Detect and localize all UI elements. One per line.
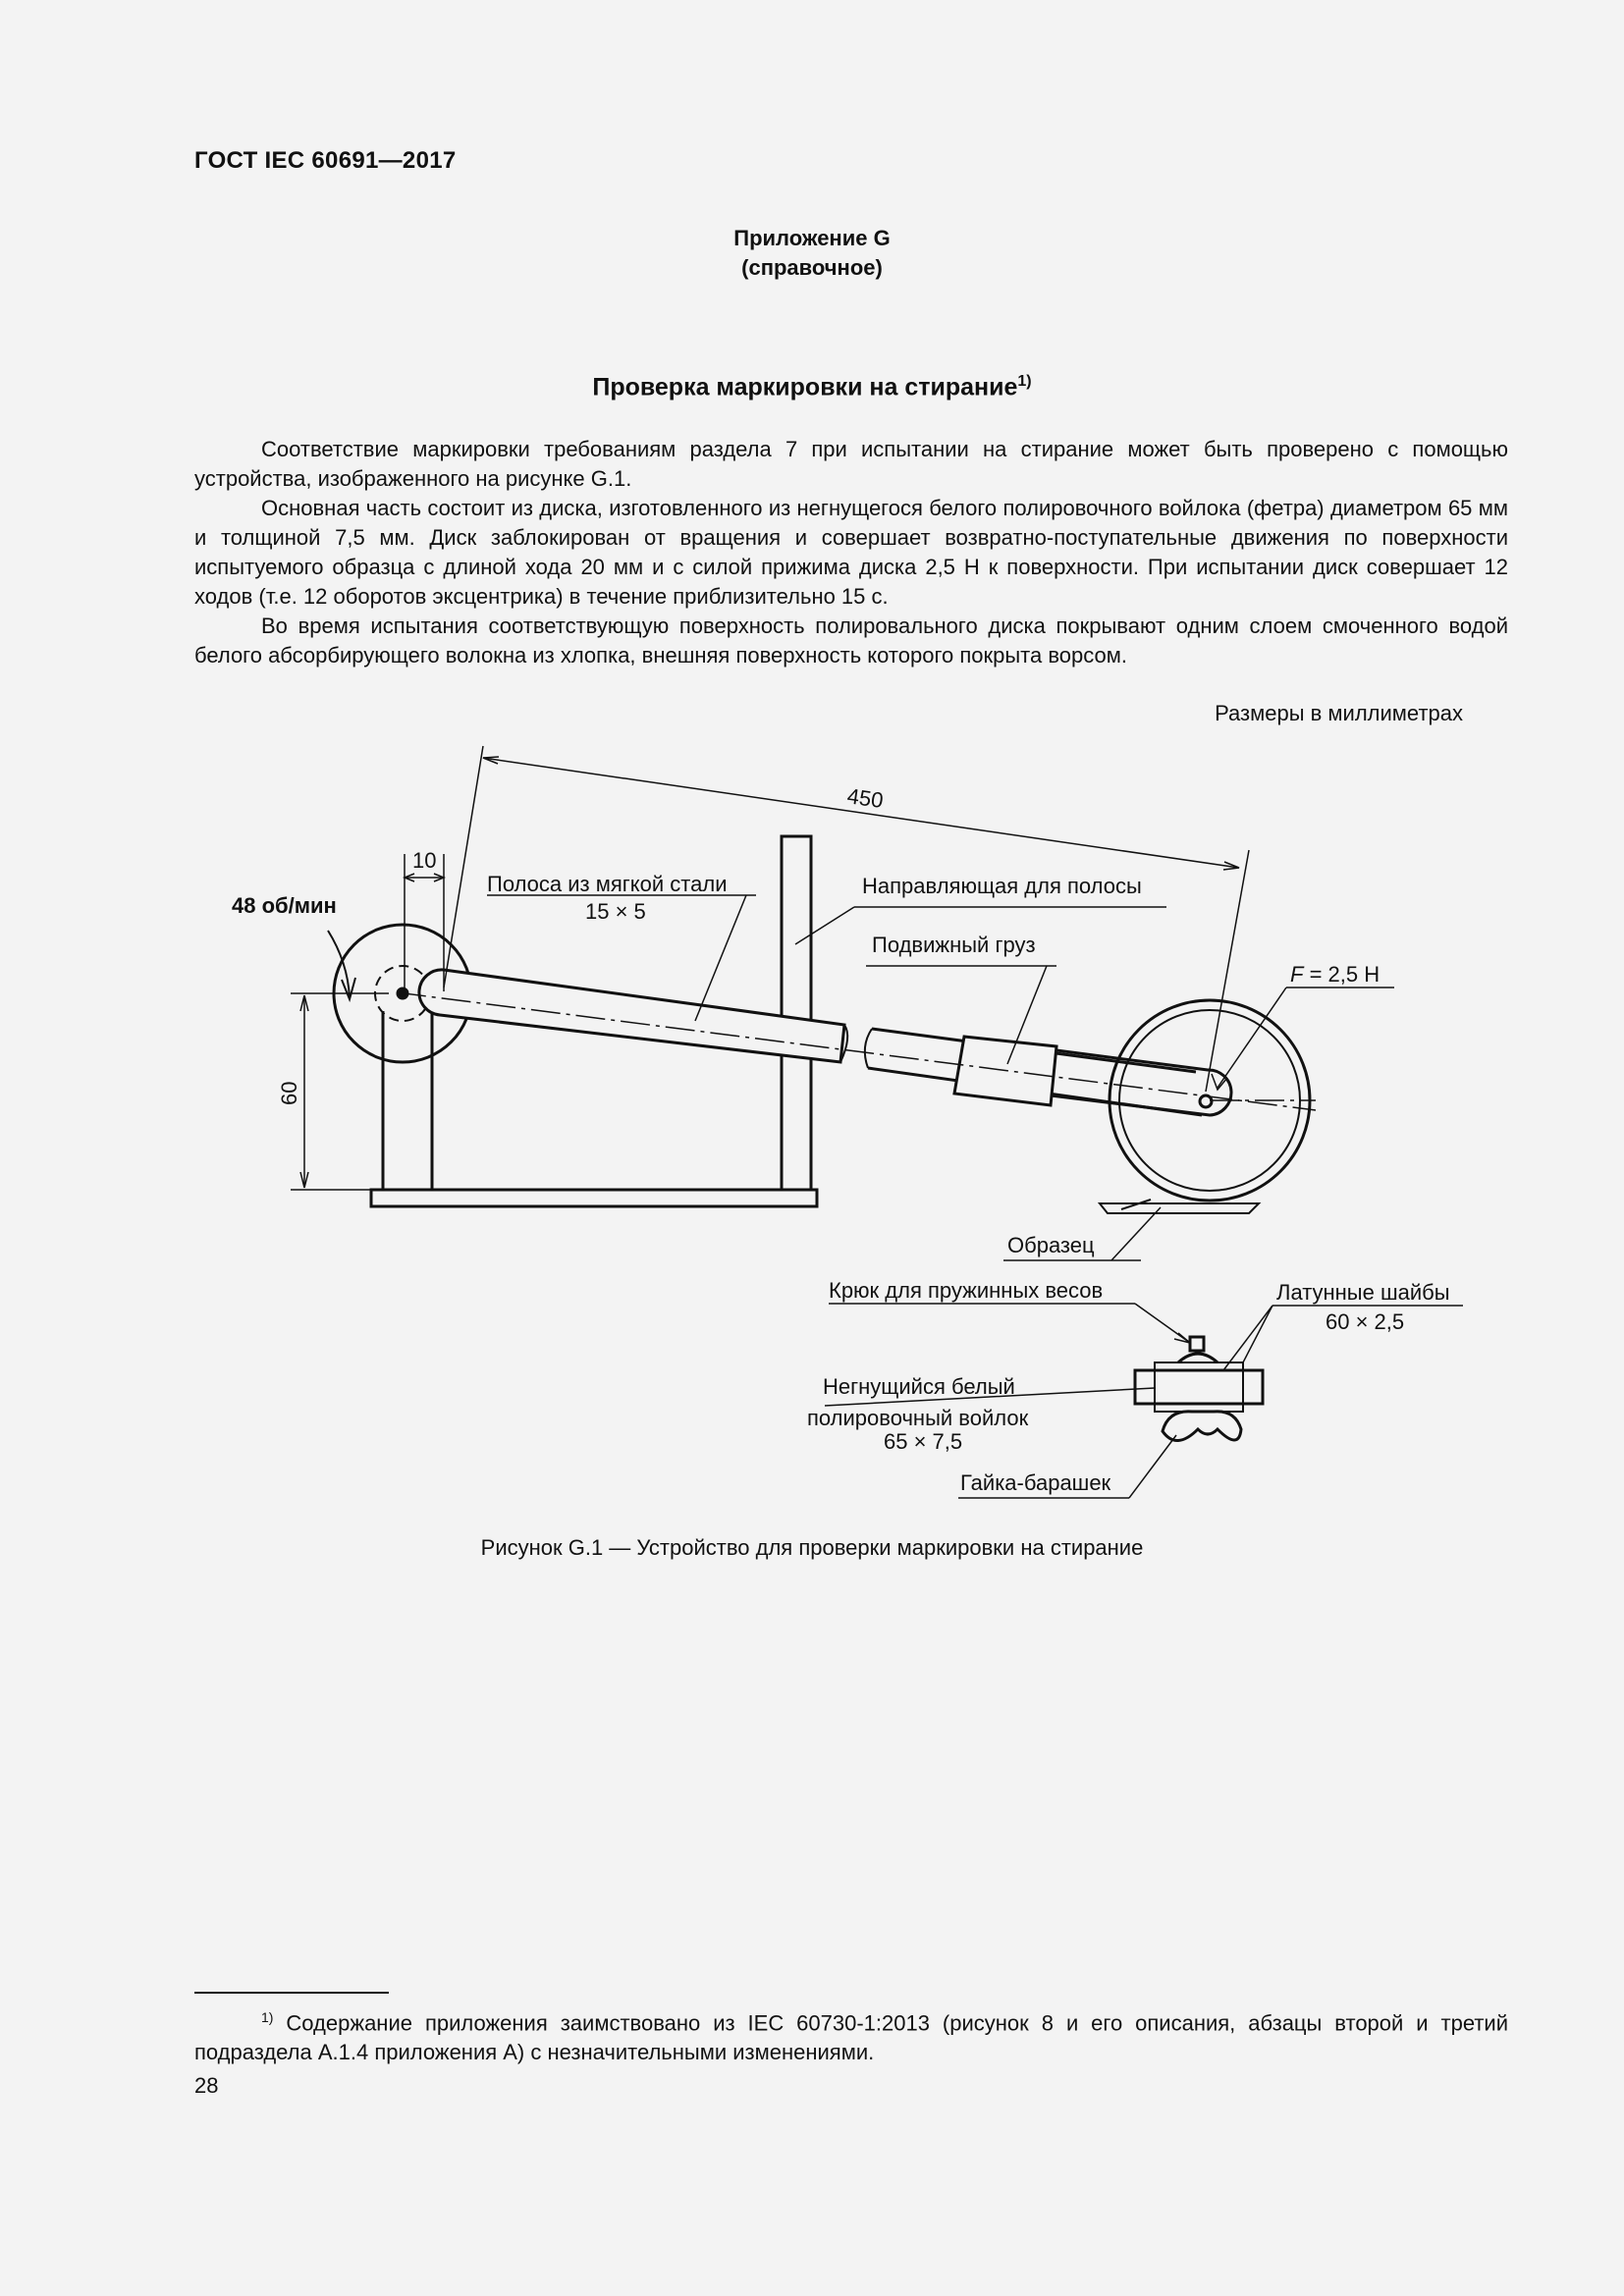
page-number: 28: [194, 2073, 219, 2098]
washers-size-label: 60 × 2,5: [1326, 1309, 1405, 1334]
guide-post: [782, 836, 811, 1190]
figure-caption: Рисунок G.1 — Устройство для проверки маркировки на стирание: [480, 1535, 1144, 1560]
footnote-text: Содержание приложения заимствовано из IEC 60730-1:2013 (рисунок 8 и его описания, абзацы второй и третий подраздела А.1.4 приложения А) с незначительными изменениями.: [194, 2010, 1508, 2065]
wingnut-label: Гайка-барашек: [960, 1470, 1111, 1495]
units-note: Размеры в миллиметрах: [1215, 701, 1463, 725]
washers-label: Латунные шайбы: [1276, 1280, 1450, 1305]
sample-pedestal: [1100, 1200, 1259, 1213]
speed-label: 48 об/мин: [232, 893, 337, 918]
paragraph: Основная часть состоит из диска, изготовленного из негнущегося белого полировочного войлока (фетра) диаметром 65 мм и толщиной 7,5 мм. Диск заблокирован от вращения и совершает возвратно-поступательные движения по поверхности испытуемого образца с длиной хода 20 мм и с силой прижима диска 2,5 Н к поверхности. При испытании диск совершает 12 ходов (т.е. 12 оборотов эксцентрика) в течение приблизительно 15 с.: [194, 496, 1508, 609]
paragraph: Соответствие маркировки требованиям раздела 7 при испытании на стирание может быть проверено с помощью устройства, изображенного на рисунке G.1.: [194, 437, 1508, 491]
footnote-divider: [194, 1992, 389, 1994]
wing-nut: [1163, 1412, 1241, 1441]
force-label: F = 2,5 Н: [1290, 962, 1380, 987]
weight-label: Подвижный груз: [872, 933, 1036, 957]
dim-60-label: 60: [277, 1081, 301, 1105]
guide-label: Направляющая для полосы: [862, 874, 1142, 898]
strip-label: Полоса из мягкой стали: [487, 872, 728, 896]
felt-label-2: полировочный войлок: [807, 1406, 1029, 1430]
document-header: ГОСТ IEC 60691—2017: [194, 147, 457, 174]
felt-size-label: 65 × 7,5: [884, 1429, 963, 1454]
felt-label: Негнущийся белый: [823, 1374, 1015, 1399]
sample-label: Образец: [1007, 1233, 1095, 1257]
footnote-mark: 1): [261, 2009, 274, 2025]
section-title-text: Проверка маркировки на стирание: [592, 373, 1018, 401]
dim-10-label: 10: [412, 848, 437, 873]
base-plate: [371, 1190, 817, 1206]
dim-450-label: 450: [845, 783, 886, 814]
hook-label: Крюк для пружинных весов: [829, 1278, 1104, 1303]
title-footnote-mark: 1): [1017, 373, 1032, 390]
strip-size-label: 15 × 5: [585, 899, 646, 924]
appendix-label: Приложение G: [733, 226, 891, 250]
appendix-type: (справочное): [741, 255, 883, 280]
paragraph: Во время испытания соответствующую поверхность полировального диска покрывают одним слоем смоченного водой белого абсорбирующего волокна из хлопка, внешняя поверхность которого покрыта ворсом.: [194, 614, 1508, 667]
footnote: [194, 2002, 1508, 2067]
